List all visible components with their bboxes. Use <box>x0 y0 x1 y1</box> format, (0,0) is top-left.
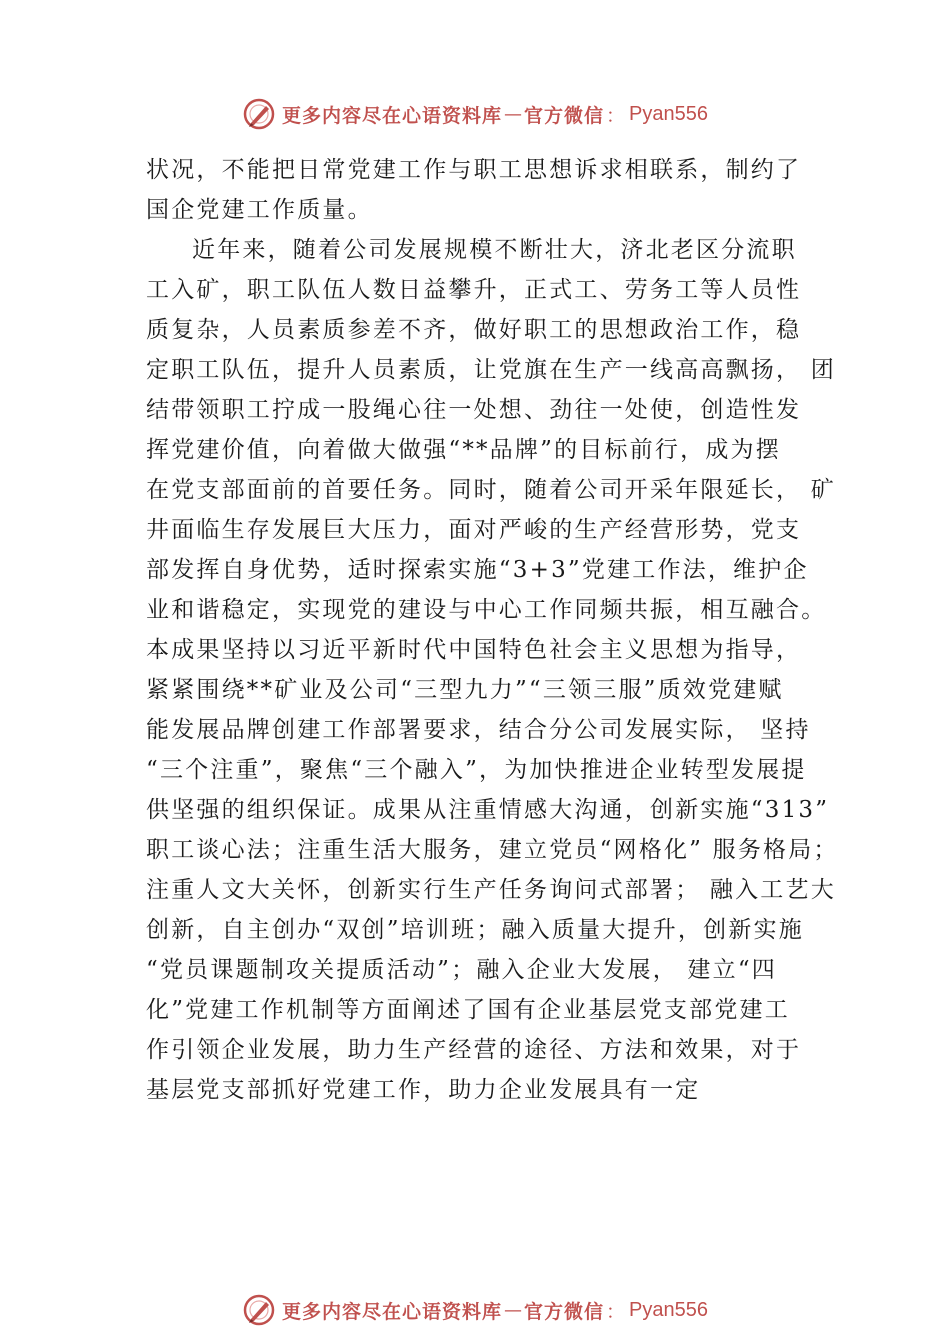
body-line: “党员课题制攻关提质活动”；融入企业大发展， 建立“四 <box>146 957 777 983</box>
body-line: 供坚强的组织保证。成果从注重情感大沟通，创新实施“313” <box>146 797 830 823</box>
document-body <box>146 150 839 1110</box>
footer-separator: — <box>504 1299 522 1321</box>
header-brand: 更多内容尽在心语资料库 <box>281 104 502 127</box>
footer-brand: 更多内容尽在心语资料库 <box>281 1300 502 1323</box>
header-watermark <box>0 94 950 134</box>
pen-circle-icon <box>242 1293 276 1327</box>
header-wechat-id: Pyan556 <box>629 102 708 125</box>
body-line: 国企党建工作质量。 <box>146 197 373 223</box>
body-line: 在党支部面前的首要任务。同时，随着公司开采年限延长， 矿 <box>146 477 836 503</box>
header-wechat-label: 官方微信 <box>524 104 605 127</box>
footer-colon: ： <box>606 1300 626 1323</box>
body-line: 定职工队伍，提升人员素质，让党旗在生产一线高高飘扬， 团 <box>146 357 836 383</box>
body-line: 结带领职工拧成一股绳心往一处想、劲往一处使，创造性发 <box>146 397 802 423</box>
footer-watermark <box>0 1290 950 1330</box>
body-line: 能发展品牌创建工作部署要求，结合分公司发展实际， 坚持 <box>146 717 811 743</box>
header-colon: ： <box>606 104 626 127</box>
body-line: 注重人文大关怀，创新实行生产任务询问式部署； 融入工艺大 <box>146 877 836 903</box>
footer-wechat-label: 官方微信 <box>524 1300 605 1323</box>
body-line: 本成果坚持以习近平新时代中国特色社会主义思想为指导， <box>146 637 802 663</box>
pen-circle-icon <box>242 97 276 131</box>
body-line: 基层党支部抓好党建工作，助力企业发展具有一定 <box>146 1077 701 1103</box>
header-separator: — <box>504 103 522 125</box>
body-line: 质复杂，人员素质参差不齐，做好职工的思想政治工作，稳 <box>146 317 802 343</box>
body-line: 业和谐稳定，实现党的建设与中心工作同频共振，相互融合。 <box>146 597 827 623</box>
body-line: 创新，自主创办“双创”培训班；融入质量大提升，创新实施 <box>146 917 804 943</box>
body-line: 作引领企业发展，助力生产经营的途径、方法和效果，对于 <box>146 1037 802 1063</box>
body-line: 近年来，随着公司发展规模不断壮大，济北老区分流职 <box>192 237 797 263</box>
body-line: 状况，不能把日常党建工作与职工思想诉求相联系，制约了 <box>146 157 802 183</box>
body-line: 部发挥自身优势，适时探索实施“3+3”党建工作法，维护企 <box>146 557 809 583</box>
body-line: 井面临生存发展巨大压力，面对严峻的生产经营形势，党支 <box>146 517 802 543</box>
body-line: 工入矿，职工队伍人数日益攀升，正式工、劳务工等人员性 <box>146 277 802 303</box>
body-line: 挥党建价值，向着做大做强“**品牌”的目标前行，成为摆 <box>146 437 781 463</box>
footer-wechat-id: Pyan556 <box>629 1298 708 1321</box>
body-line: 职工谈心法；注重生活大服务，建立党员“网格化” 服务格局； <box>146 837 839 863</box>
body-line: 化”党建工作机制等方面阐述了国有企业基层党支部党建工 <box>146 997 790 1023</box>
body-line: 紧紧围绕**矿业及公司“三型九力”“三领三服”质效党建赋 <box>146 677 784 703</box>
body-line: “三个注重”，聚焦“三个融入”，为加快推进企业转型发展提 <box>146 757 807 783</box>
